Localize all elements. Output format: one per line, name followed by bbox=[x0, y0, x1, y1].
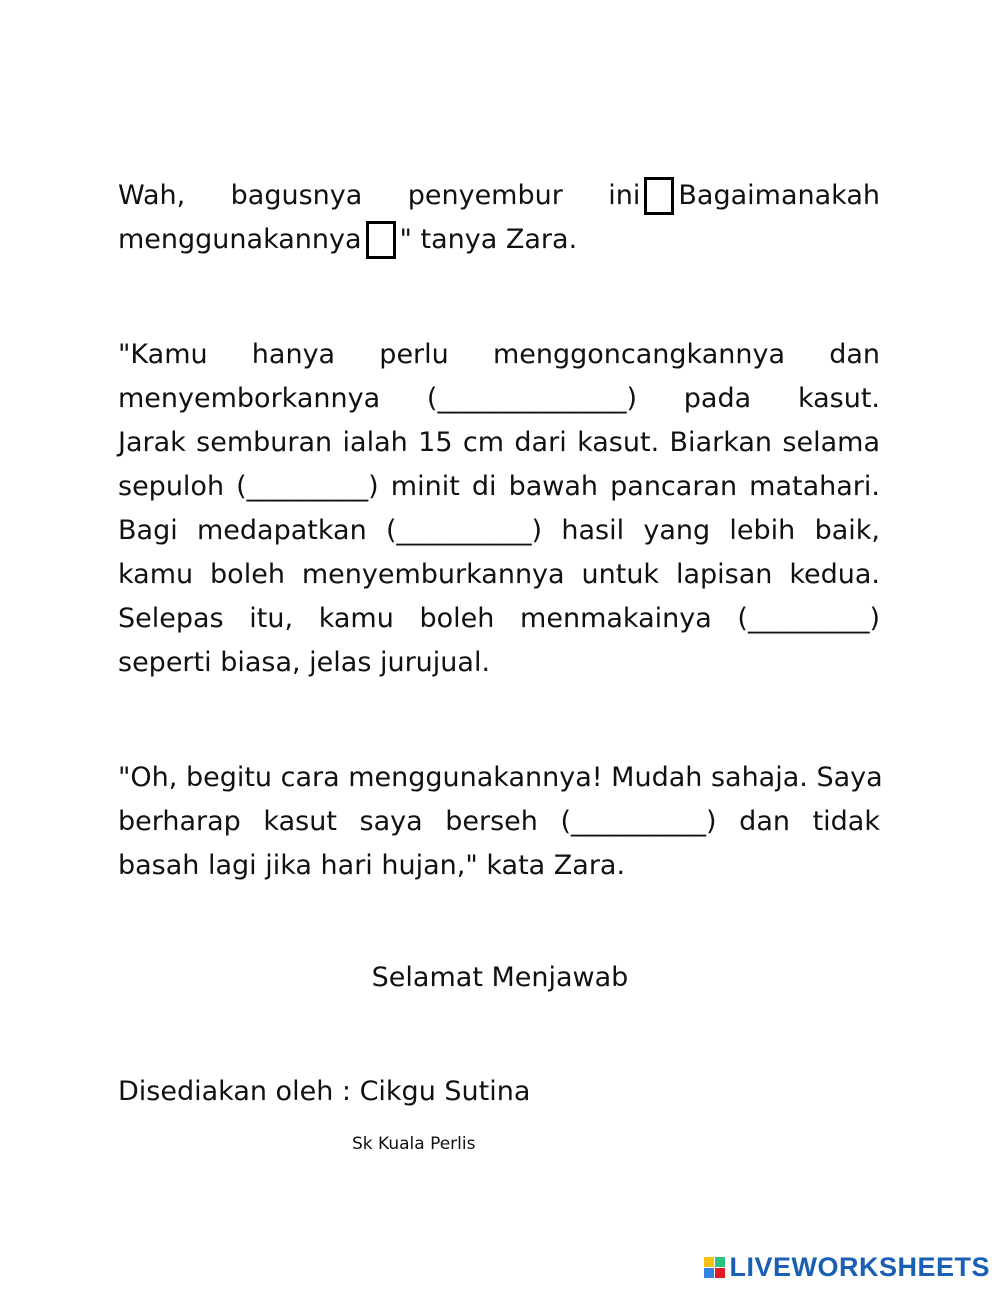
paragraph-2-line: Selepas itu, kamu boleh menmakainya (_________) bbox=[118, 603, 880, 634]
author-credit: Disediakan oleh : Cikgu Sutina bbox=[118, 1076, 531, 1107]
paragraph-2-line: sepuloh (_________) minit di bawah pancaran matahari. bbox=[118, 471, 880, 502]
word: menggunakannya bbox=[118, 224, 362, 255]
paragraph-2-line: "Kamu hanya perlu menggoncangkannya dan bbox=[118, 339, 880, 370]
paragraph-2-line: Bagi medapatkan (__________) hasil yang lebih baik, bbox=[118, 515, 880, 546]
paragraph-1-line-2 bbox=[118, 218, 880, 262]
brand-name: LIVEWORKSHEETS bbox=[729, 1252, 990, 1282]
paragraph-2-line: kamu boleh menyemburkannya untuk lapisan kedua. bbox=[118, 559, 880, 590]
word: Wah, bbox=[118, 180, 186, 211]
word: ini bbox=[608, 180, 641, 211]
paragraph-1 bbox=[118, 174, 880, 262]
paragraph-2-line: seperti biasa, jelas jurujual. bbox=[118, 647, 491, 678]
paragraph-2-line: Jarak semburan ialah 15 cm dari kasut. Biarkan selama bbox=[118, 427, 880, 458]
paragraph-3-line: berharap kasut saya berseh (__________) dan tidak bbox=[118, 806, 880, 837]
word: Bagaimanakah bbox=[678, 180, 880, 211]
word: bagusnya bbox=[230, 180, 363, 211]
paragraph-3-line: basah lagi jika hari hujan," kata Zara. bbox=[118, 850, 626, 881]
answer-box-punctuation-1[interactable] bbox=[644, 177, 674, 215]
paragraph-3 bbox=[118, 756, 883, 888]
logo-icon bbox=[704, 1257, 725, 1278]
liveworksheets-logo bbox=[704, 1252, 990, 1283]
text: " tanya Zara. bbox=[399, 224, 578, 255]
paragraph-2 bbox=[118, 333, 880, 685]
closing-text: Selamat Menjawab bbox=[371, 962, 629, 993]
answer-box-punctuation-2[interactable] bbox=[366, 221, 396, 259]
paragraph-3-line: "Oh, begitu cara menggunakannya! Mudah sahaja. Saya bbox=[118, 762, 883, 793]
school-name: Sk Kuala Perlis bbox=[352, 1134, 476, 1154]
word: penyembur bbox=[407, 180, 563, 211]
word-group bbox=[608, 174, 880, 218]
paragraph-1-line-1 bbox=[118, 174, 880, 218]
paragraph-2-line: menyemborkannya (______________) pada kasut. bbox=[118, 383, 880, 414]
